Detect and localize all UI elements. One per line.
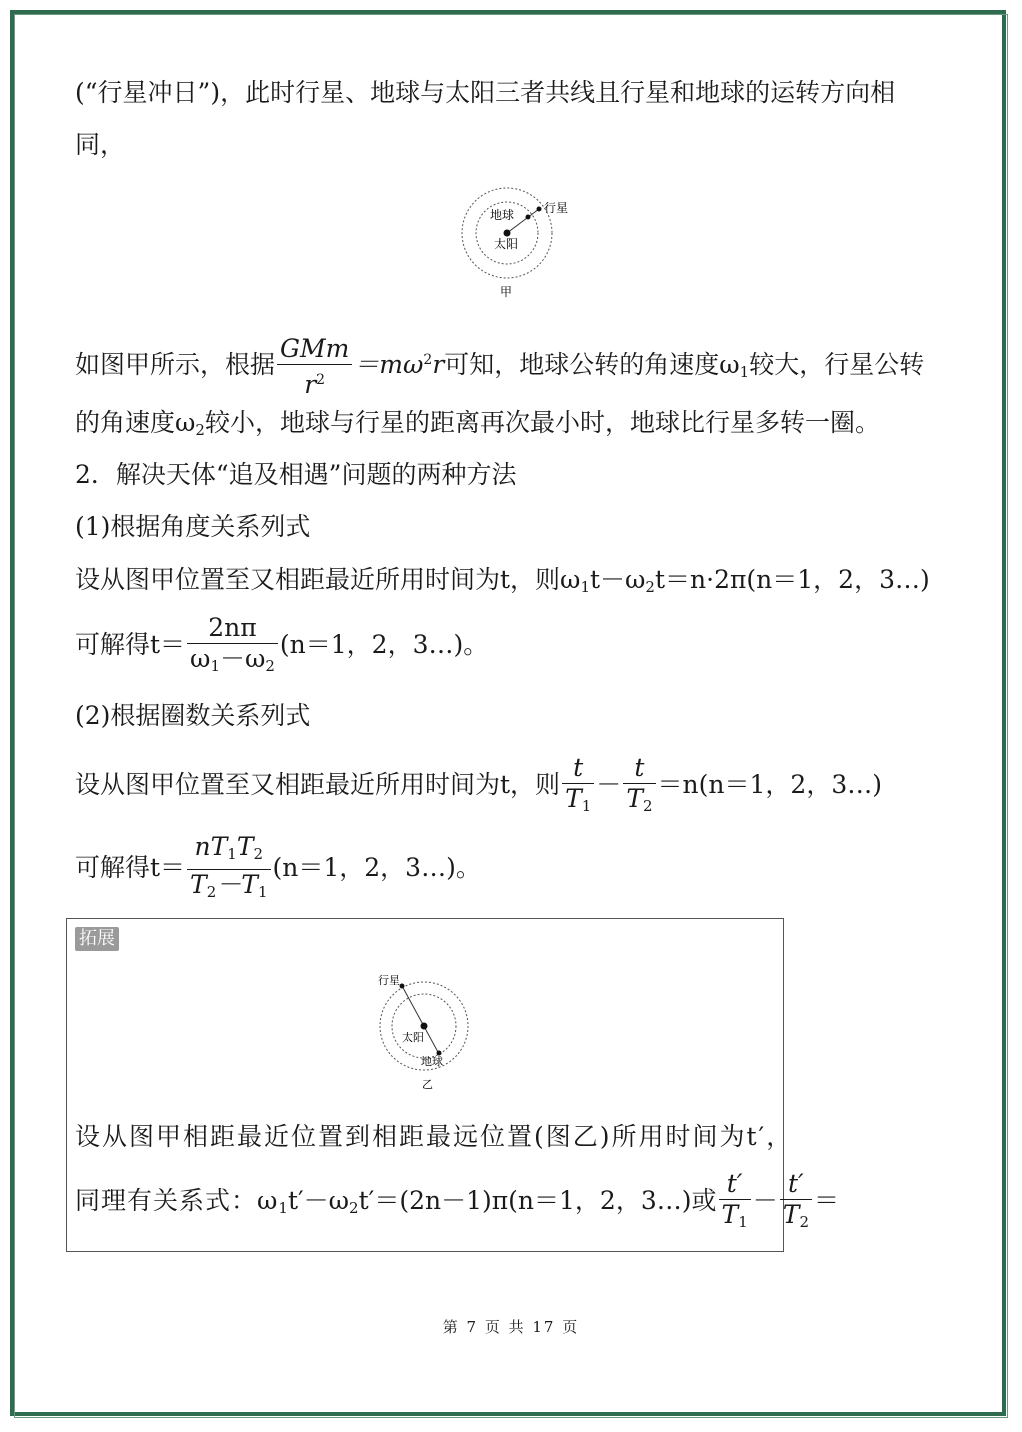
para1-line2: 同， xyxy=(75,130,126,159)
method1-title: (1)根据角度关系列式 xyxy=(75,512,311,541)
para2-line2: 的角速度$\omega_2$较小，地球与行星的距离再次最小时，地球比行星多转一圈。 xyxy=(75,408,880,439)
method2-equation: 设从图甲位置至又相距最近所用时间为t，则 $\frac{t}{T_1}$ － $\frac{t}{T_2}$ ＝n(n＝1，2，3…) xyxy=(75,752,882,821)
planet-label: 行星 xyxy=(378,974,400,987)
figure-caption: 甲 xyxy=(500,285,513,299)
earth-label: 地球 xyxy=(421,1055,443,1068)
method1-equation: 设从图甲位置至又相距最近所用时间为t，则$\omega_1t-\omega_2t=n\cdot 2\pi(n=1$，2，3…) xyxy=(75,565,930,596)
extension-frac2: $\frac{t'}{T_2}$ xyxy=(780,1169,812,1237)
page-footer: 第 7 页 共 17 页 xyxy=(442,1318,580,1336)
sun-dot xyxy=(421,1023,428,1030)
para2-prefix: 如图甲所示，根据 xyxy=(75,350,276,379)
method2-title: (2)根据圈数关系列式 xyxy=(75,701,311,730)
figure-yi xyxy=(372,968,482,1096)
figure-jia xyxy=(440,182,580,304)
method2-frac2: $\frac{t}{T_2}$ xyxy=(623,753,655,821)
extension-line2: 同理有关系式：$\omega_1t'-\omega_2t'=(2n-1)\pi(n=1$，2，3…)或 $\frac{t'}{T_1}$ － $\frac{t'}{T_2}$ ＝ xyxy=(75,1168,839,1241)
method1-result: 可解得t＝ $\frac{2n\pi}{\omega_1-\omega_2}$ (n＝1，2，3…)。 xyxy=(75,612,488,681)
omega1-sub: 1 xyxy=(739,363,750,381)
para2-suffix1: 可知，地球公转的角速度ω xyxy=(444,350,740,379)
gravity-frac-num: GMm xyxy=(277,334,352,365)
earth-dot xyxy=(526,215,531,220)
gravity-frac-den: $r^2$ xyxy=(304,369,326,399)
figure-caption: 乙 xyxy=(422,1078,433,1091)
extension-frac1: $\frac{t'}{T_1}$ xyxy=(719,1169,751,1237)
para2-line1 xyxy=(75,330,924,402)
para1-line1: (“行星冲日”)，此时行星、地球与太阳三者共线且行星和地球的运转方向相 xyxy=(75,78,896,107)
extension-tag: 拓展 xyxy=(75,927,119,951)
planet-label: 行星 xyxy=(544,201,569,215)
centripetal-term: $=m\omega^2r$ xyxy=(354,350,445,379)
earth-label: 地球 xyxy=(490,208,515,222)
sun-dot xyxy=(504,230,511,237)
method2-result: 可解得t＝ $\frac{nT_1T_2}{T_2-T_1}$ (n＝1，2，3…)。 xyxy=(75,832,481,907)
para2-suffix2: 较大，行星公转 xyxy=(749,350,925,379)
method2-result-fraction: $\frac{nT_1T_2}{T_2-T_1}$ xyxy=(187,832,270,907)
method2-frac1: $\frac{t}{T_1}$ xyxy=(562,753,594,821)
sun-label: 太阳 xyxy=(402,1031,424,1044)
gravity-fraction xyxy=(277,334,352,400)
section-heading: 2．解决天体“追及相遇”问题的两种方法 xyxy=(75,460,517,489)
extension-line1: 设从图甲相距最近位置到相距最远位置(图乙)所用时间为t′， xyxy=(75,1122,794,1151)
planet-dot xyxy=(400,984,405,989)
planet-dot xyxy=(537,207,542,212)
sun-label: 太阳 xyxy=(494,237,519,251)
method1-result-fraction: $\frac{2n\pi}{\omega_1-\omega_2}$ xyxy=(187,613,278,681)
